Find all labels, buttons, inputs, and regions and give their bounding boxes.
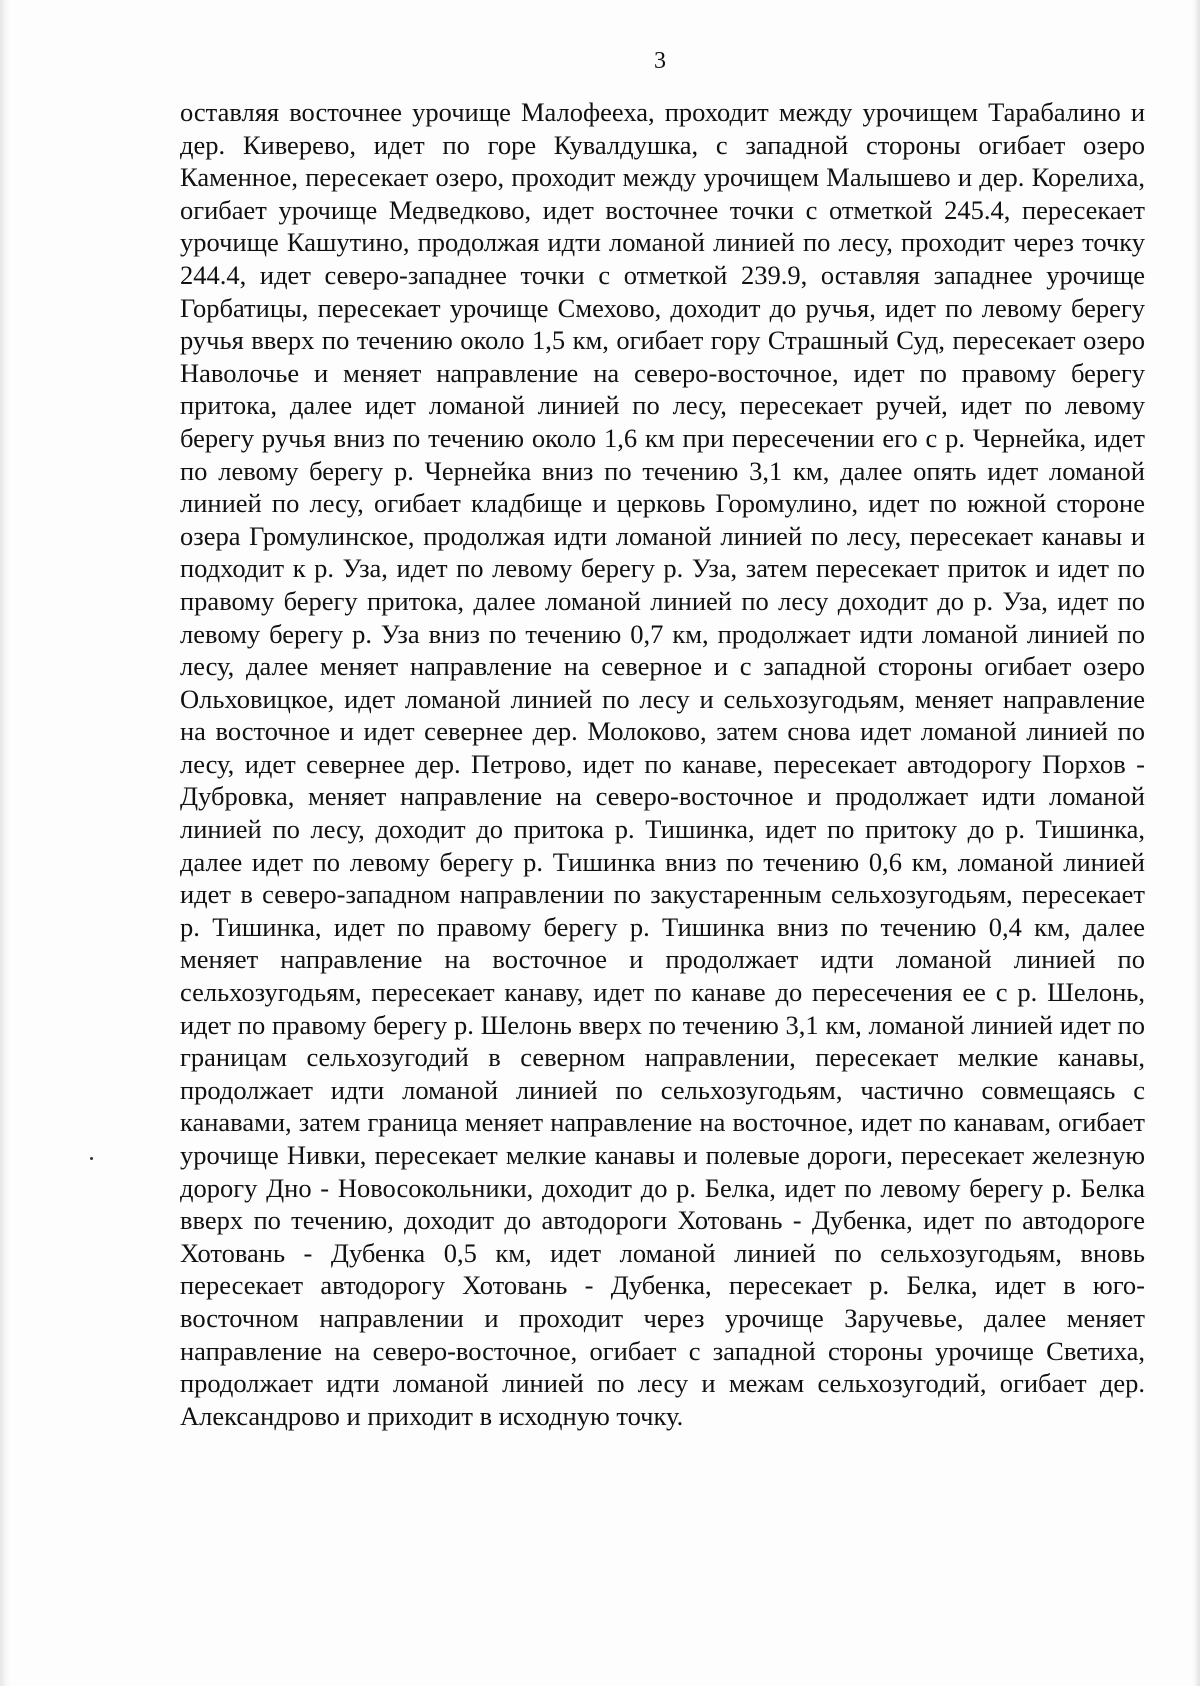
scan-edge-left bbox=[0, 0, 10, 1686]
scan-speck bbox=[90, 1157, 93, 1160]
body-paragraph: оставляя восточнее урочище Малофееха, проходит между урочищем Тарабалино и дер. Киверево, идет по горе Кувалдушка, с западной стороны огибает озеро Каменное, пересекает озеро, проходит между урочищем Малышево и дер. Корелиха, огибает урочище Медведково, идет восточнее точки с отметкой 245.4, пересекает урочище Кашутино, продолжая идти ломаной линией по лесу, проходит через точку 244.4, идет северо-западнее точки с отметкой 239.9, оставляя западнее урочище Горбатицы, пересекает урочище Смехово, доходит до ручья, идет по левому берегу ручья вверх по течению около 1,5 км, огибает гору Страшный Суд, пересекает озеро Наволочье и меняет направление на северо-восточное, идет по правому берегу притока, далее идет ломаной линией по лесу, пересекает ручей, идет по левому берегу ручья вниз по течению около 1,6 км при пересечении его с р. Чернейка, идет по левому берегу р. Чернейка вниз по течению 3,1 км, далее опять идет ломаной линией по лесу, огибает кладбище и церковь Горомулино, идет по южной стороне озера Громулинское, продолжая идти ломаной линией по лесу, пересекает канавы и подходит к р. Уза, идет по левому берегу р. Уза, затем пересекает приток и идет по правому берегу притока, далее ломаной линией по лесу доходит до р. Уза, идет по левому берегу р. Уза вниз по течению 0,7 км, продолжает идти ломаной линией по лесу, далее меняет направление на северное и с западной стороны огибает озеро Ольховицкое, идет ломаной линией по лесу и сельхозугодьям, меняет направление на восточное и идет севернее дер. Молоково, затем снова идет ломаной линией по лесу, идет севернее дер. Петрово, идет по канаве, пересекает автодорогу Порхов - Дубровка, меняет направление на северо-восточное и продолжает идти ломаной линией по лесу, доходит до притока р. Тишинка, идет по притоку до р. Тишинка, далее идет по левому берегу р. Тишинка вниз по течению 0,6 км, ломаной линией идет в северо-западном направлении по закустаренным сельхозугодьям, пересекает р. Тишинка, идет по правому берегу р. Тишинка вниз по течению 0,4 км, далее меняет направление на восточное и продолжает идти ломаной линией по сельхозугодьям, пересекает канаву, идет по канаве до пересечения ее с р. Шелонь, идет по правому берегу р. Шелонь вверх по течению 3,1 км, ломаной линией идет по границам сельхозугодий в северном направлении, пересекает мелкие канавы, продолжает идти ломаной линией по сельхозугодьям, частично совмещаясь с канавами, затем граница меняет направление на восточное, идет по канавам, огибает урочище Нивки, пересекает мелкие канавы и полевые дороги, пересекает железную дорогу Дно - Новосокольники, доходит до р. Белка, идет по левому берегу р. Белка вверх по течению, доходит до автодороги Хотовань - Дубенка, идет по автодороге Хотовань - Дубенка 0,5 км, идет ломаной линией по сельхозугодьям, вновь пересекает автодорогу Хотовань - Дубенка, пересекает р. Белка, идет в юго-восточном направлении и проходит через урочище Заручевье, далее меняет направление на северо-восточное, огибает с западной стороны урочище Светиха, продолжает идти ломаной линией по лесу и межам сельхозугодий, огибает дер. Александрово и приходит в исходную точку. bbox=[180, 97, 1145, 1431]
scan-edge-right bbox=[1192, 0, 1200, 1686]
page-number: 3 bbox=[654, 48, 666, 74]
